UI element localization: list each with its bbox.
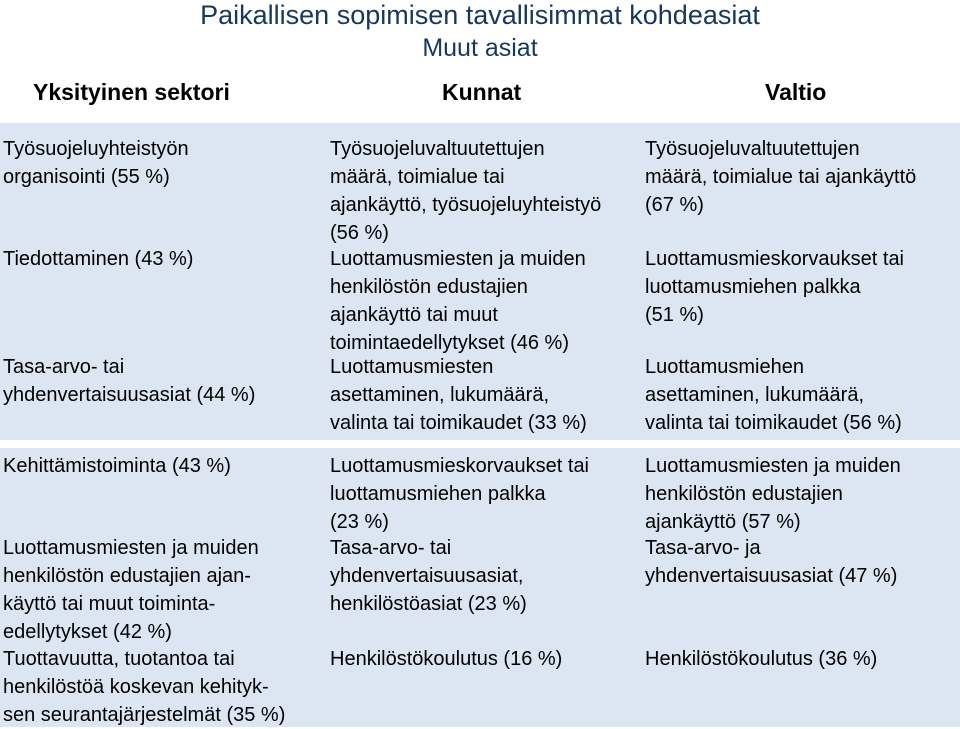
page-subtitle: Muut asiat xyxy=(422,34,538,62)
table-cell-state-4: Luottamusmiesten ja muiden henkilöstön edustajien ajankäyttö (57 %) xyxy=(645,455,901,533)
table-cell-state-1: Työsuojeluvaltuutettujen määrä, toimialue tai ajankäyttö (67 %) xyxy=(645,138,917,216)
table-cell-state-6: Henkilöstökoulutus (36 %) xyxy=(645,648,878,670)
column-headers xyxy=(0,75,960,115)
table-cell-private-4: Kehittämistoiminta (43 %) xyxy=(3,455,231,477)
table-cell-private-1: Työsuojeluyhteistyön organisointi (55 %) xyxy=(3,138,189,188)
header-private-sector: Yksityinen sektori xyxy=(33,79,230,105)
table-cell-private-6: Tuottavuutta, tuotantoa tai henkilöstöä koskevan kehityk- sen seurantajärjestelmät (35 %) xyxy=(3,648,286,726)
table-cell-state-5: Tasa-arvo- ja yhdenvertaisuusasiat (47 %) xyxy=(645,537,898,587)
table-cell-municipal-2: Luottamusmiesten ja muiden henkilöstön edustajien ajankäyttö tai muut toimintaedellytykset (46 %) xyxy=(330,248,586,354)
header-state: Valtio xyxy=(765,79,827,105)
table-cell-private-5: Luottamusmiesten ja muiden henkilöstön edustajien ajan- käyttö tai muut toiminta- edellytykset (42 %) xyxy=(3,537,259,643)
table-cell-private-3: Tasa-arvo- tai yhdenvertaisuusasiat (44 %) xyxy=(3,356,256,406)
table-cell-state-2: Luottamusmieskorvaukset tai luottamusmiehen palkka (51 %) xyxy=(645,248,905,326)
table-cell-private-2: Tiedottaminen (43 %) xyxy=(3,248,194,270)
table-cell-municipal-4: Luottamusmieskorvaukset tai luottamusmiehen palkka (23 %) xyxy=(330,455,590,533)
page-title: Paikallisen sopimisen tavallisimmat kohdeasiat xyxy=(200,0,760,30)
table-cell-municipal-3: Luottamusmiesten asettaminen, lukumäärä, valinta tai toimikaudet (33 %) xyxy=(330,356,587,434)
table-cell-municipal-6: Henkilöstökoulutus (16 %) xyxy=(330,648,563,670)
table-cell-municipal-5: Tasa-arvo- tai yhdenvertaisuusasiat, henkilöstöasiat (23 %) xyxy=(330,537,527,615)
header-municipalities: Kunnat xyxy=(442,79,522,105)
table-cell-municipal-1: Työsuojeluvaltuutettujen määrä, toimialue tai ajankäyttö, työsuojeluyhteistyö (56 %) xyxy=(330,138,602,244)
table-cell-state-3: Luottamusmiehen asettaminen, lukumäärä, valinta tai toimikaudet (56 %) xyxy=(645,356,902,434)
